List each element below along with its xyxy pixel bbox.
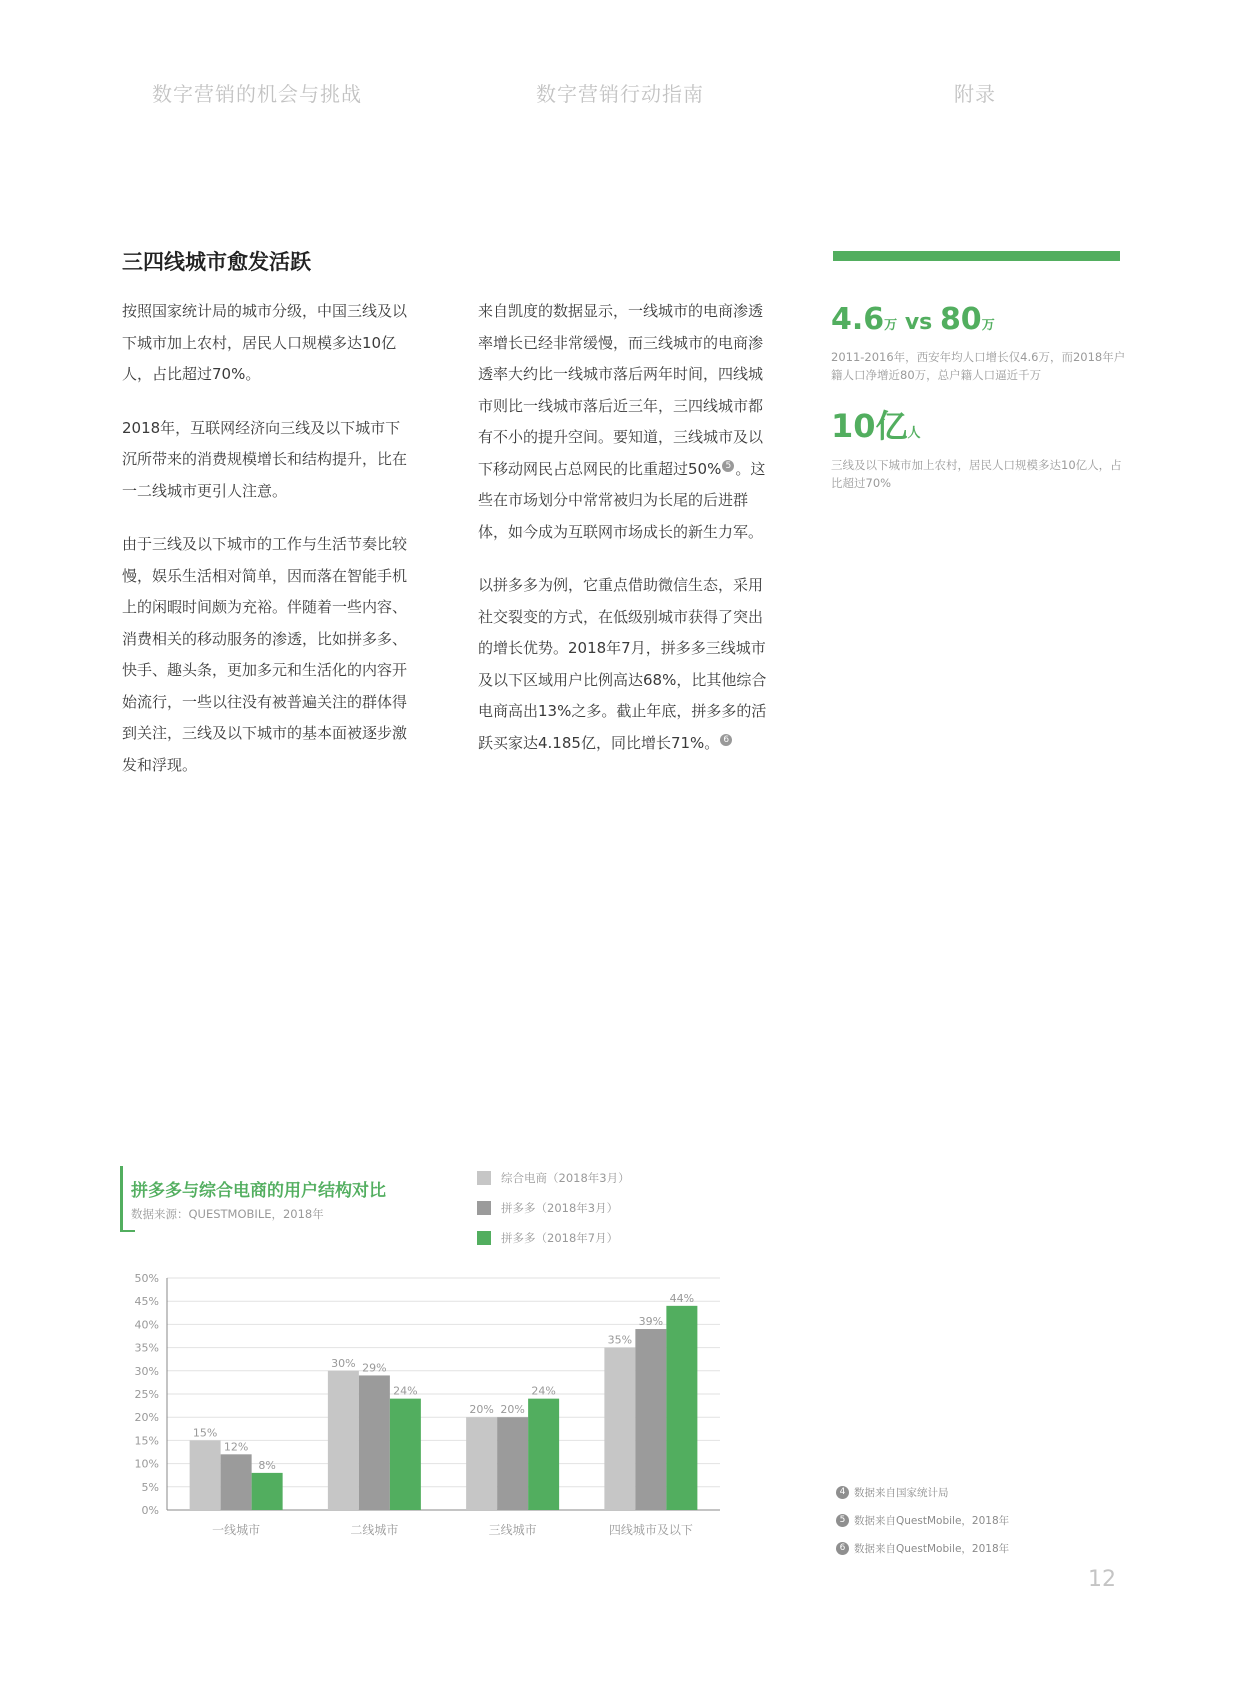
data-label: 24% [531,1384,556,1398]
chart-source: 数据来源：QUESTMOBILE，2018年 [131,1207,324,1221]
y-tick-label: 35% [134,1341,159,1355]
legend-label: 拼多多（2018年7月） [501,1231,619,1245]
paragraph [478,570,768,759]
bar [328,1371,359,1510]
legend-label: 拼多多（2018年3月） [501,1201,619,1215]
stat-unit: 万 [884,318,898,333]
stat-vs: vs [897,310,940,335]
legend-swatch [477,1171,491,1185]
data-label: 44% [669,1291,695,1305]
y-tick-label: 10% [134,1457,159,1471]
data-label: 8% [258,1458,276,1472]
section-title: 三四线城市愈发活跃 [122,250,311,274]
y-tick-label: 5% [141,1480,159,1494]
paragraph [478,296,768,548]
paragraph: 由于三线及以下城市的工作与生活节奏比较慢，娱乐生活相对简单，因而落在智能手机上的闲暇时间颇为充裕。伴随着一些内容、消费相关的移动服务的渗透，比如拼多多、快手、趣头条，更加多元和生活化的内容开始流行，一些以往没有被普遍关注的群体得到关注，三线及以下城市的基本面被逐步激发和浮现。 [122,535,408,774]
chart-legend [477,1163,630,1253]
bar [221,1454,252,1510]
data-label: 39% [638,1315,664,1329]
footnote-text: 数据来自国家统计局 [854,1486,949,1499]
x-category-label: 四线城市及以下 [608,1523,693,1537]
y-tick-label: 50% [134,1272,159,1285]
stat-population-scale [831,408,1126,492]
bar [635,1329,666,1510]
footnotes [836,1478,1009,1562]
footnote-item [836,1534,1009,1562]
chart-title: 拼多多与综合电商的用户结构对比 [131,1181,386,1201]
y-tick-label: 20% [134,1411,159,1425]
nav-tab-opportunities[interactable]: 数字营销的机会与挑战 [152,82,362,106]
paragraph: 按照国家统计局的城市分级，中国三线及以下城市加上农村，居民人口规模多达10亿人，占比超过70%。 [122,302,408,383]
bar [666,1306,697,1510]
stat-value [831,302,1126,344]
footnote-text: 数据来自QuestMobile，2018年 [854,1542,1010,1555]
stat-unit: 万 [981,318,995,333]
legend-item [477,1223,630,1253]
nav-tab-action-guide[interactable]: 数字营销行动指南 [536,82,704,106]
data-label: 20% [469,1403,494,1417]
bar [359,1375,390,1510]
legend-item [477,1163,630,1193]
stat-number: 10亿 [831,407,908,445]
bar [466,1417,497,1510]
paragraph-text: 来自凯度的数据显示，一线城市的电商渗透率增长已经非常缓慢，而三线城市的电商渗透率大约比一线城市落后两年时间，四线城市则比一线城市落后近三年，三四线城市都有不小的提升空间。要知道，三线城市及以下移动网民占总网民的比重超过50% [478,302,764,478]
stat-description: 三线及以下城市加上农村，居民人口规模多达10亿人，占比超过70% [831,458,1122,490]
footnote-ref-badge: 5 [722,460,734,472]
y-tick-label: 0% [141,1504,159,1517]
bar [252,1473,283,1510]
data-label: 20% [500,1403,525,1417]
bar [497,1417,528,1510]
data-label: 30% [331,1356,356,1370]
data-label: 35% [607,1333,633,1347]
footnote-item [836,1478,1009,1506]
stat-unit: 人 [907,426,921,441]
paragraph-text: 以拼多多为例，它重点借助微信生态，采用社交裂变的方式，在低级别城市获得了突出的增长优势。2018年7月，拼多多三线城市及以下区域用户比例高达68%，比其他综合电商高出13%之多。截止年底，拼多多的活跃买家达4.185亿，同比增长71%。 [478,576,767,752]
x-category-label: 二线城市 [350,1523,399,1537]
y-tick-label: 40% [134,1318,159,1332]
bar [190,1440,221,1510]
footnote-ref-badge: 6 [720,734,732,746]
bar [390,1399,421,1510]
footnote-number-badge: 4 [836,1486,849,1499]
y-tick-label: 45% [134,1295,159,1309]
data-label: 15% [192,1426,218,1440]
y-tick-label: 30% [134,1364,159,1378]
stat-number: 4.6 [831,302,885,337]
stat-number: 80 [939,302,982,337]
paragraph: 2018年，互联网经济向三线及以下城市下沉所带来的消费规模增长和结构提升，比在一二线城市更引人注意。 [122,418,408,500]
text-column-middle [478,296,768,781]
stat-description: 2011-2016年，西安年均人口增长仅4.6万，而2018年户籍人口净增近80万，总户籍人口逼近千万 [831,350,1126,382]
paragraph-text: 。这些在市场划分中常常被归为长尾的后进群体，如今成为互联网市场成长的新生力军。 [478,459,766,541]
legend-label: 综合电商（2018年3月） [501,1171,630,1185]
footnote-text: 数据来自QuestMobile，2018年 [854,1514,1010,1527]
data-label: 24% [393,1384,418,1398]
nav-tab-appendix[interactable]: 附录 [954,82,996,106]
y-tick-label: 25% [134,1388,159,1401]
y-tick-label: 15% [134,1434,159,1448]
stat-population-growth [831,302,1126,384]
x-category-label: 一线城市 [212,1523,261,1537]
legend-swatch [477,1201,491,1215]
legend-item [477,1193,630,1223]
legend-swatch [477,1231,491,1245]
footnote-number-badge: 6 [836,1542,849,1555]
footnote-number-badge: 5 [836,1514,849,1527]
data-label: 12% [223,1440,249,1454]
text-column-left [122,296,412,803]
data-label: 29% [362,1361,387,1375]
sidebar-accent-bar [833,251,1120,261]
bar [528,1399,559,1510]
page-number: 12 [1088,1567,1116,1592]
x-category-label: 三线城市 [488,1523,537,1537]
bar-chart [110,1260,730,1550]
stat-value [831,408,1126,452]
bar [604,1348,635,1510]
footnote-item [836,1506,1009,1534]
